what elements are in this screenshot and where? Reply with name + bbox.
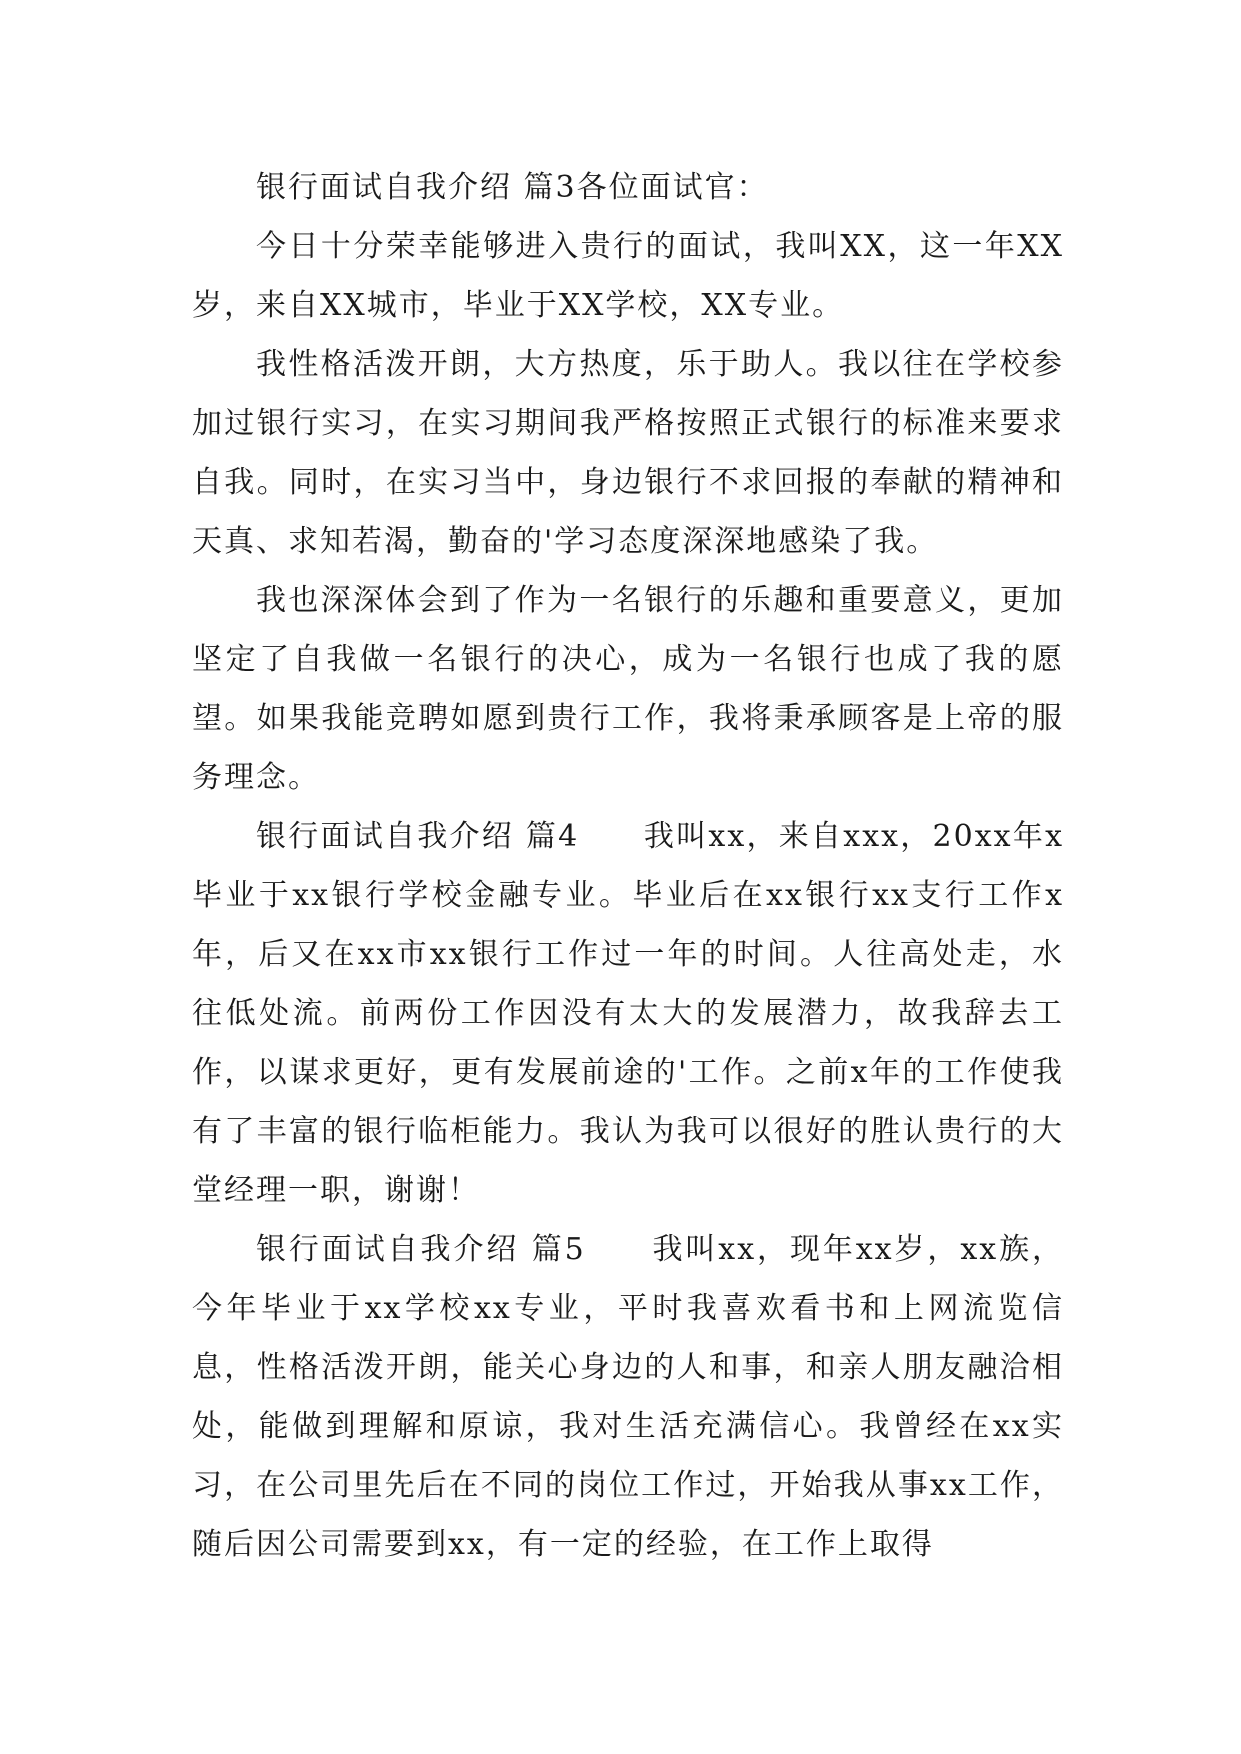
document-body xyxy=(192,158,1064,1574)
paragraph-1: 银行面试自我介绍 篇3各位面试官： xyxy=(256,170,769,205)
paragraph-4: 我也深深体会到了作为一名银行的乐趣和重要意义，更加坚定了自我做一名银行的决心，成为一名银行也成了我的愿望。如果我能竞聘如愿到贵行工作，我将秉承顾客是上帝的服务理念。 xyxy=(192,583,1064,795)
paragraph-6: 银行面试自我介绍 篇5 我叫xx，现年xx岁，xx族，今年毕业于xx学校xx专业，平时我喜欢看书和上网流览信息，性格活泼开朗，能关心身边的人和事，和亲人朋友融洽相处，能做到理解和原谅，我对生活充满信心。我曾经在xx实习，在公司里先后在不同的岗位工作过，开始我从事xx工作，随后因公司需要到xx，有一定的经验，在工作上取得 xyxy=(192,1232,1064,1562)
paragraph-3: 我性格活泼开朗，大方热度，乐于助人。我以往在学校参加过银行实习，在实习期间我严格按照正式银行的标准来要求自我。同时，在实习当中，身边银行不求回报的奉献的精神和天真、求知若渴，勤奋的'学习态度深深地感染了我。 xyxy=(192,347,1064,559)
paragraph-2: 今日十分荣幸能够进入贵行的面试，我叫XX，这一年XX岁，来自XX城市，毕业于XX学校，XX专业。 xyxy=(192,229,1064,323)
paragraph-5: 银行面试自我介绍 篇4 我叫xx，来自xxx，20xx年x毕业于xx银行学校金融专业。毕业后在xx银行xx支行工作x年，后又在xx市xx银行工作过一年的时间。人往高处走，水往低处流。前两份工作因没有太大的发展潜力，故我辞去工作，以谋求更好，更有发展前途的'工作。之前x年的工作使我有了丰富的银行临柜能力。我认为我可以很好的胜认贵行的大堂经理一职，谢谢！ xyxy=(192,819,1064,1208)
